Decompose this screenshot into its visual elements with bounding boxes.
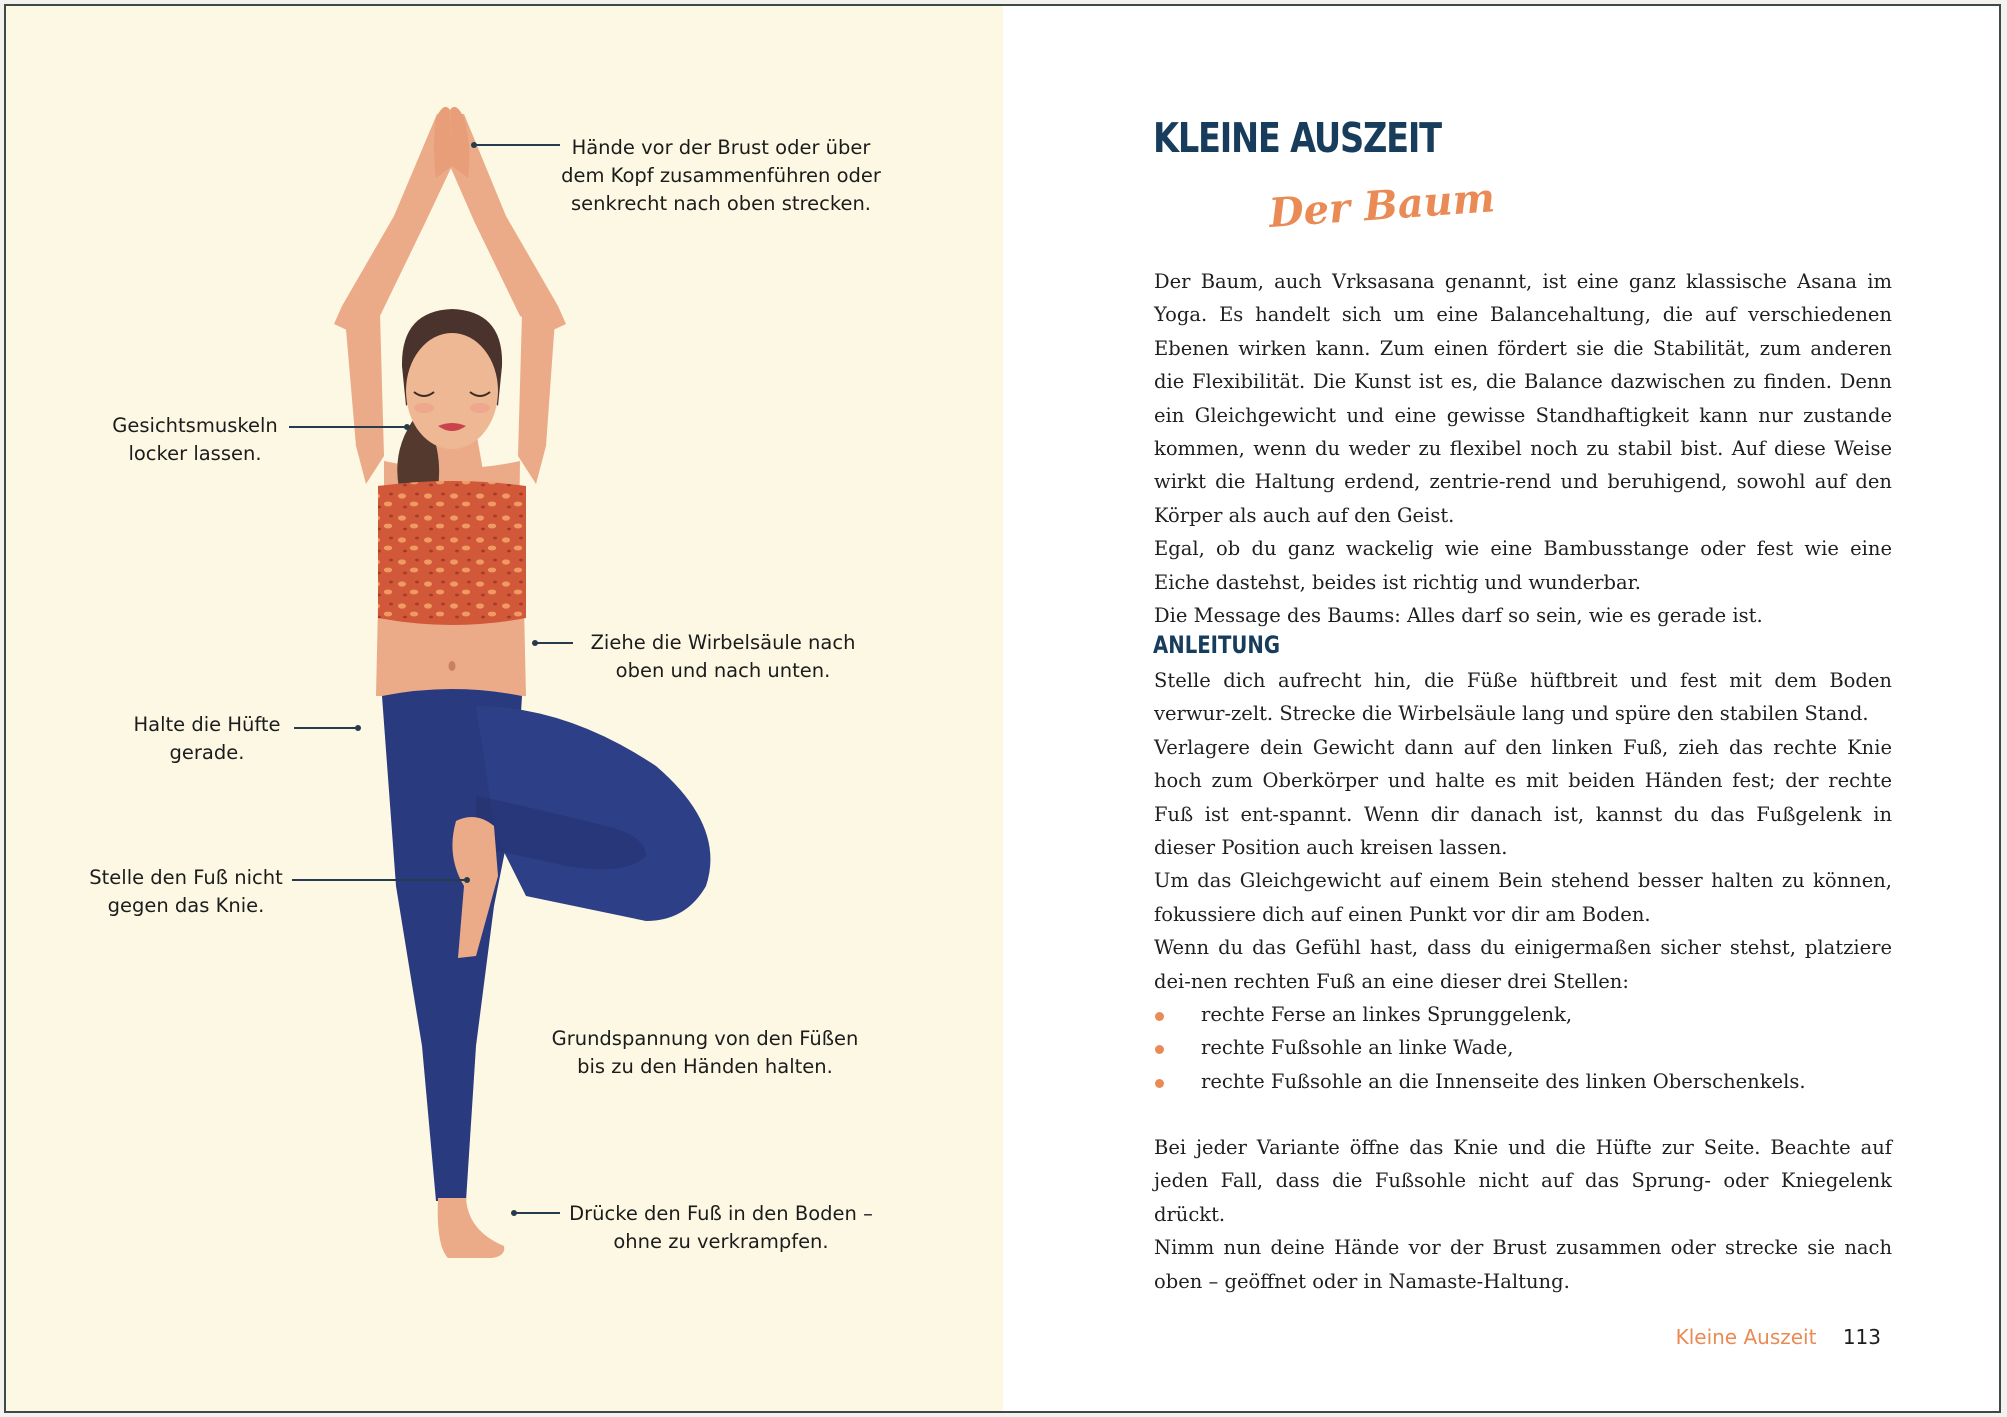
intro-text — [1154, 265, 1892, 632]
leader-line — [474, 144, 560, 146]
label-hip: Halte die Hüfte gerade. — [133, 713, 281, 764]
left-page — [6, 6, 1003, 1411]
page-footer — [1676, 1325, 1881, 1349]
right-page — [1003, 6, 1999, 1411]
face — [406, 333, 498, 449]
paragraph: Verlagere dein Gewicht dann auf den linken Fuß, zieh das rechte Knie hoch zum Oberkörper und halte es mit beiden Händen fest; der rechte Fuß ist ent-spannt. Wenn dir danach ist, kannst du das Fußgelenk in dieser Position auch kreisen lassen. — [1154, 735, 1892, 860]
paragraph: Stelle dich aufrecht hin, die Füße hüftbreit und fest mit dem Boden verwur-zelt. Strecke die Wirbelsäule lang und spüre den stabilen Stand. — [1154, 669, 1892, 726]
leader-dot — [355, 725, 361, 731]
running-footer-chapter: Kleine Auszeit — [1675, 1325, 1817, 1349]
bullet-list — [1154, 998, 1892, 1098]
paragraph: Um das Gleichgewicht auf einem Bein stehend besser halten zu können, fokussiere dich auf einen Punkt vor dir am Boden. — [1154, 869, 1892, 926]
paragraph: Bei jeder Variante öffne das Knie und die Hüfte zur Seite. Beachte auf jeden Fall, dass die Fußsohle nicht auf das Sprung- oder Kniegelenk drückt. — [1154, 1136, 1892, 1226]
leader-line — [514, 1212, 560, 1214]
navel — [449, 661, 456, 671]
page-heading: KLEINE AUSZEIT — [1153, 114, 1441, 162]
book-spread — [4, 4, 2001, 1413]
article-title: Der Baum — [1267, 174, 1497, 237]
instructions-text — [1154, 664, 1892, 1098]
label-ground: Drücke den Fuß in den Boden – ohne zu verkrampfen. — [569, 1202, 873, 1253]
leader-dot — [404, 424, 410, 430]
closing-text — [1154, 1131, 1892, 1298]
paragraph: Egal, ob du ganz wackelig wie eine Bambusstange oder fest wie eine Eiche dastehst, beides ist richtig und wunderbar. — [1154, 537, 1892, 594]
leader-line — [294, 727, 358, 729]
leader-line — [535, 642, 573, 644]
label-spine: Ziehe die Wirbelsäule nach oben und nach unten. — [590, 631, 856, 682]
leader-line — [289, 426, 407, 428]
paragraph: Nimm nun deine Hände vor der Brust zusammen oder strecke sie nach oben – geöffnet oder in Namaste-Haltung. — [1154, 1236, 1892, 1293]
paragraph: Die Message des Baums: Alles darf so sein, wie es gerade ist. — [1154, 604, 1763, 628]
label-hands: Hände vor der Brust oder über dem Kopf zusammenführen oder senkrecht nach oben strecken. — [561, 136, 881, 215]
sports-top — [378, 481, 526, 625]
section-heading: ANLEITUNG — [1153, 631, 1281, 659]
standing-foot — [438, 1198, 505, 1258]
paragraph: Der Baum, auch Vrksasana genannt, ist eine ganz klassische Asana im Yoga. Es handelt sich um eine Balancehaltung, die auf verschiedenen Ebenen wirken kann. Zum einen fördert sie die Stabilität, zum anderen die Flexibilität. Die Kunst ist es, die Balance dazwischen zu finden. Denn ein Gleichgewicht und eine gewisse Standhaftigkeit kann nur zustande kommen, wenn du weder zu flexibel noch zu stabil bist. Auf diese Weise wirkt die Haltung erdend, zentrie-rend und beruhigend, sowohl auf den Körper als auch auf den Geist. — [1154, 270, 1892, 527]
leader-dot — [464, 877, 470, 883]
leader-line — [292, 879, 467, 881]
paragraph: Wenn du das Gefühl hast, dass du einigermaßen sicher stehst, platziere dei-nen rechten Fuß an eine dieser drei Stellen: — [1154, 936, 1892, 993]
list-item: rechte Fußsohle an die Innenseite des linken Oberschenkels. — [1154, 1065, 1892, 1098]
page-number: 113 — [1842, 1325, 1881, 1349]
label-tension: Grundspannung von den Füßen bis zu den Händen halten. — [551, 1027, 859, 1078]
list-item: rechte Ferse an linkes Sprunggelenk, — [1154, 998, 1892, 1031]
label-foot-knee: Stelle den Fuß nicht gegen das Knie. — [89, 866, 283, 917]
label-face: Gesichtsmuskeln locker lassen. — [112, 414, 278, 465]
list-item: rechte Fußsohle an linke Wade, — [1154, 1031, 1892, 1064]
